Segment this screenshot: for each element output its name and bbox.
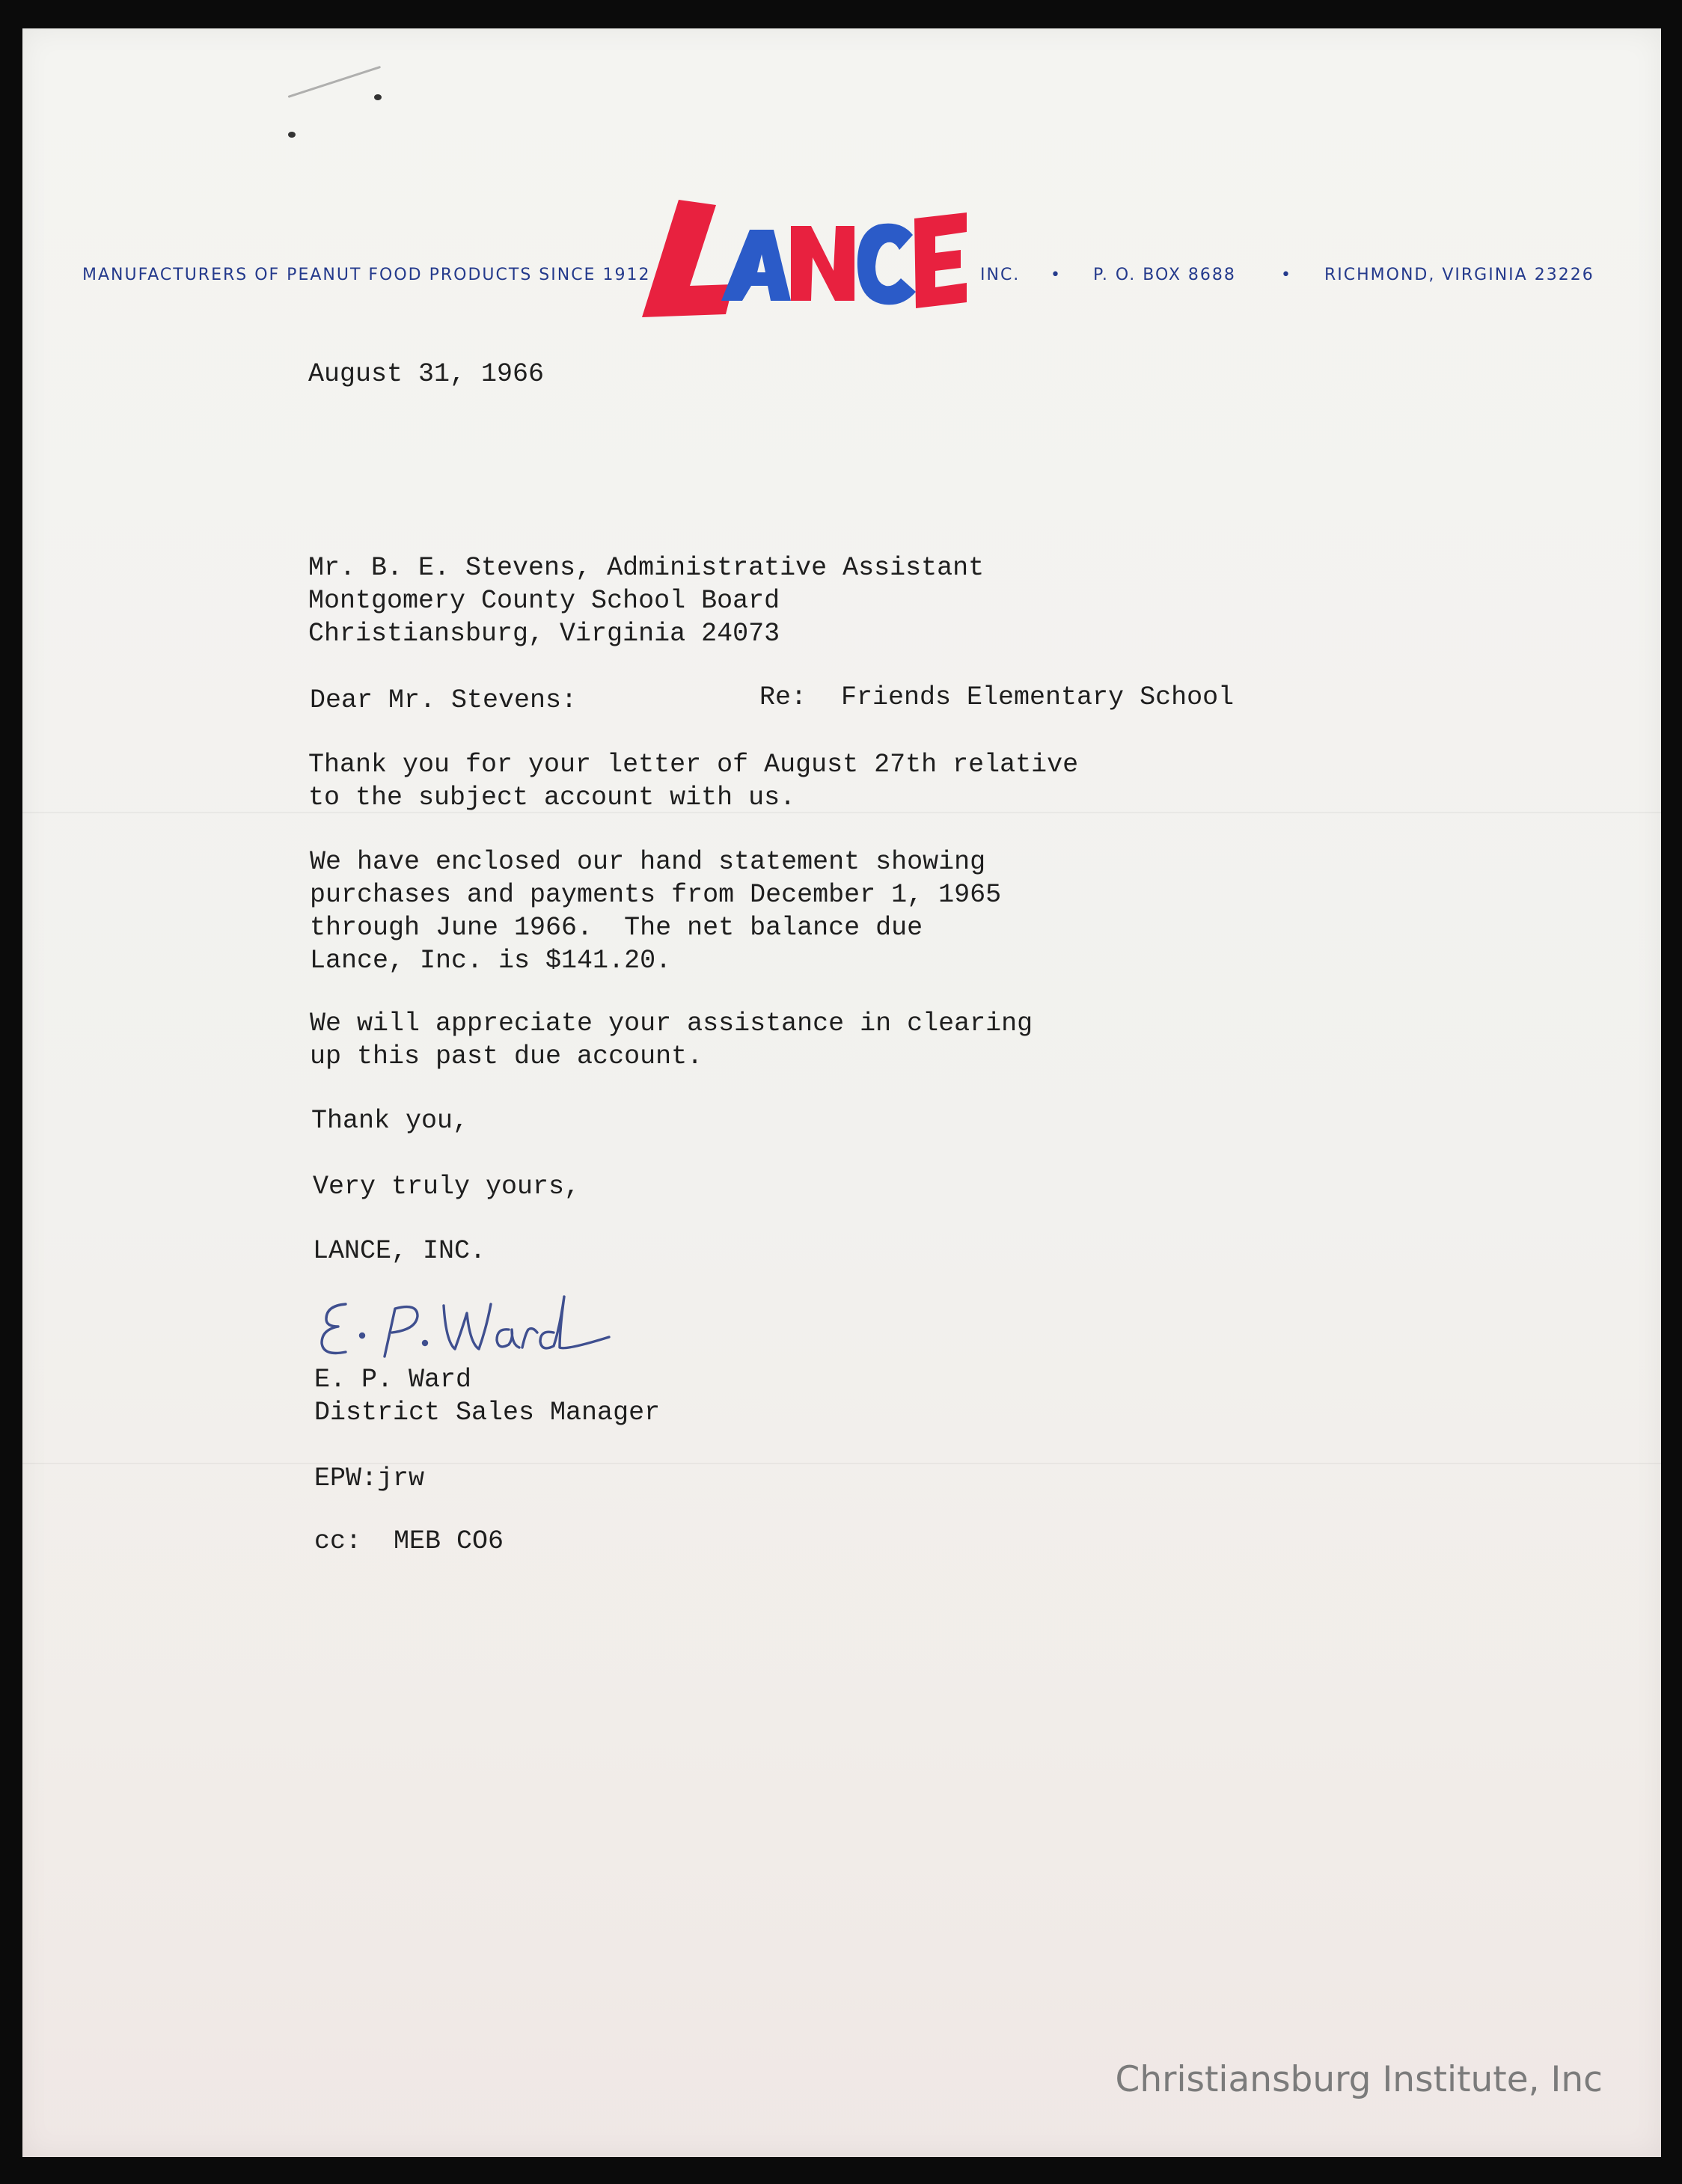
logo-letter-a <box>721 230 791 301</box>
typist-initials: EPW:jrw <box>314 1463 425 1493</box>
thanks-line: Thank you, <box>311 1106 469 1136</box>
paragraph-line: purchases and payments from December 1, 1965 <box>310 880 1002 910</box>
staple-hole <box>288 132 296 138</box>
letterhead-bullet: • <box>1281 266 1292 284</box>
watermark-text: Christiansburg Institute, Inc <box>1115 2059 1603 2100</box>
letterhead-po-box: P. O. BOX 8688 <box>1093 266 1236 284</box>
paragraph-line: We have enclosed our hand statement showing <box>310 847 986 877</box>
letterhead-tagline: MANUFACTURERS OF PEANUT FOOD PRODUCTS SINCE 1912 <box>82 266 651 284</box>
re-label: Re: <box>759 682 807 712</box>
salutation: Dear Mr. Stevens: <box>310 685 578 715</box>
company-line: LANCE, INC. <box>313 1236 486 1266</box>
paper-fold <box>22 1463 1661 1464</box>
letterhead-inc: INC. <box>980 266 1021 284</box>
logo-letter-c <box>857 224 916 305</box>
signer-title: District Sales Manager <box>314 1398 661 1428</box>
recipient-line: Montgomery County School Board <box>308 586 780 616</box>
paragraph-line: through June 1966. The net balance due <box>310 913 923 943</box>
paragraph-line: We will appreciate your assistance in clearing <box>310 1009 1033 1039</box>
paragraph-line: up this past due account. <box>310 1041 703 1071</box>
paragraph-line: Thank you for your letter of August 27th relative <box>308 750 1079 780</box>
handwritten-signature <box>313 1283 612 1365</box>
paragraph-line: to the subject account with us. <box>308 783 796 813</box>
letter-paper <box>22 28 1661 2157</box>
letterhead-bullet: • <box>1051 266 1062 284</box>
paragraph-line: Lance, Inc. is $141.20. <box>310 946 672 976</box>
staple-hole <box>374 94 382 100</box>
cc-value: MEB CO6 <box>394 1526 504 1556</box>
lance-logo <box>637 196 970 323</box>
letterhead-address: RICHMOND, VIRGINIA 23226 <box>1324 266 1594 284</box>
recipient-line: Mr. B. E. Stevens, Administrative Assistant <box>308 553 985 583</box>
re-subject: Friends Elementary School <box>841 682 1235 712</box>
cc-label: cc: <box>314 1526 362 1556</box>
logo-letter-l <box>642 200 733 317</box>
letter-date: August 31, 1966 <box>308 359 545 389</box>
logo-letter-e <box>914 212 967 308</box>
logo-letter-n <box>791 226 854 301</box>
paper-fold <box>22 812 1661 813</box>
recipient-line: Christiansburg, Virginia 24073 <box>308 619 780 649</box>
signature-graphic <box>313 1283 612 1365</box>
signer-name: E. P. Ward <box>314 1365 472 1395</box>
closing-line: Very truly yours, <box>313 1172 581 1202</box>
lance-logo-graphic <box>637 196 970 323</box>
